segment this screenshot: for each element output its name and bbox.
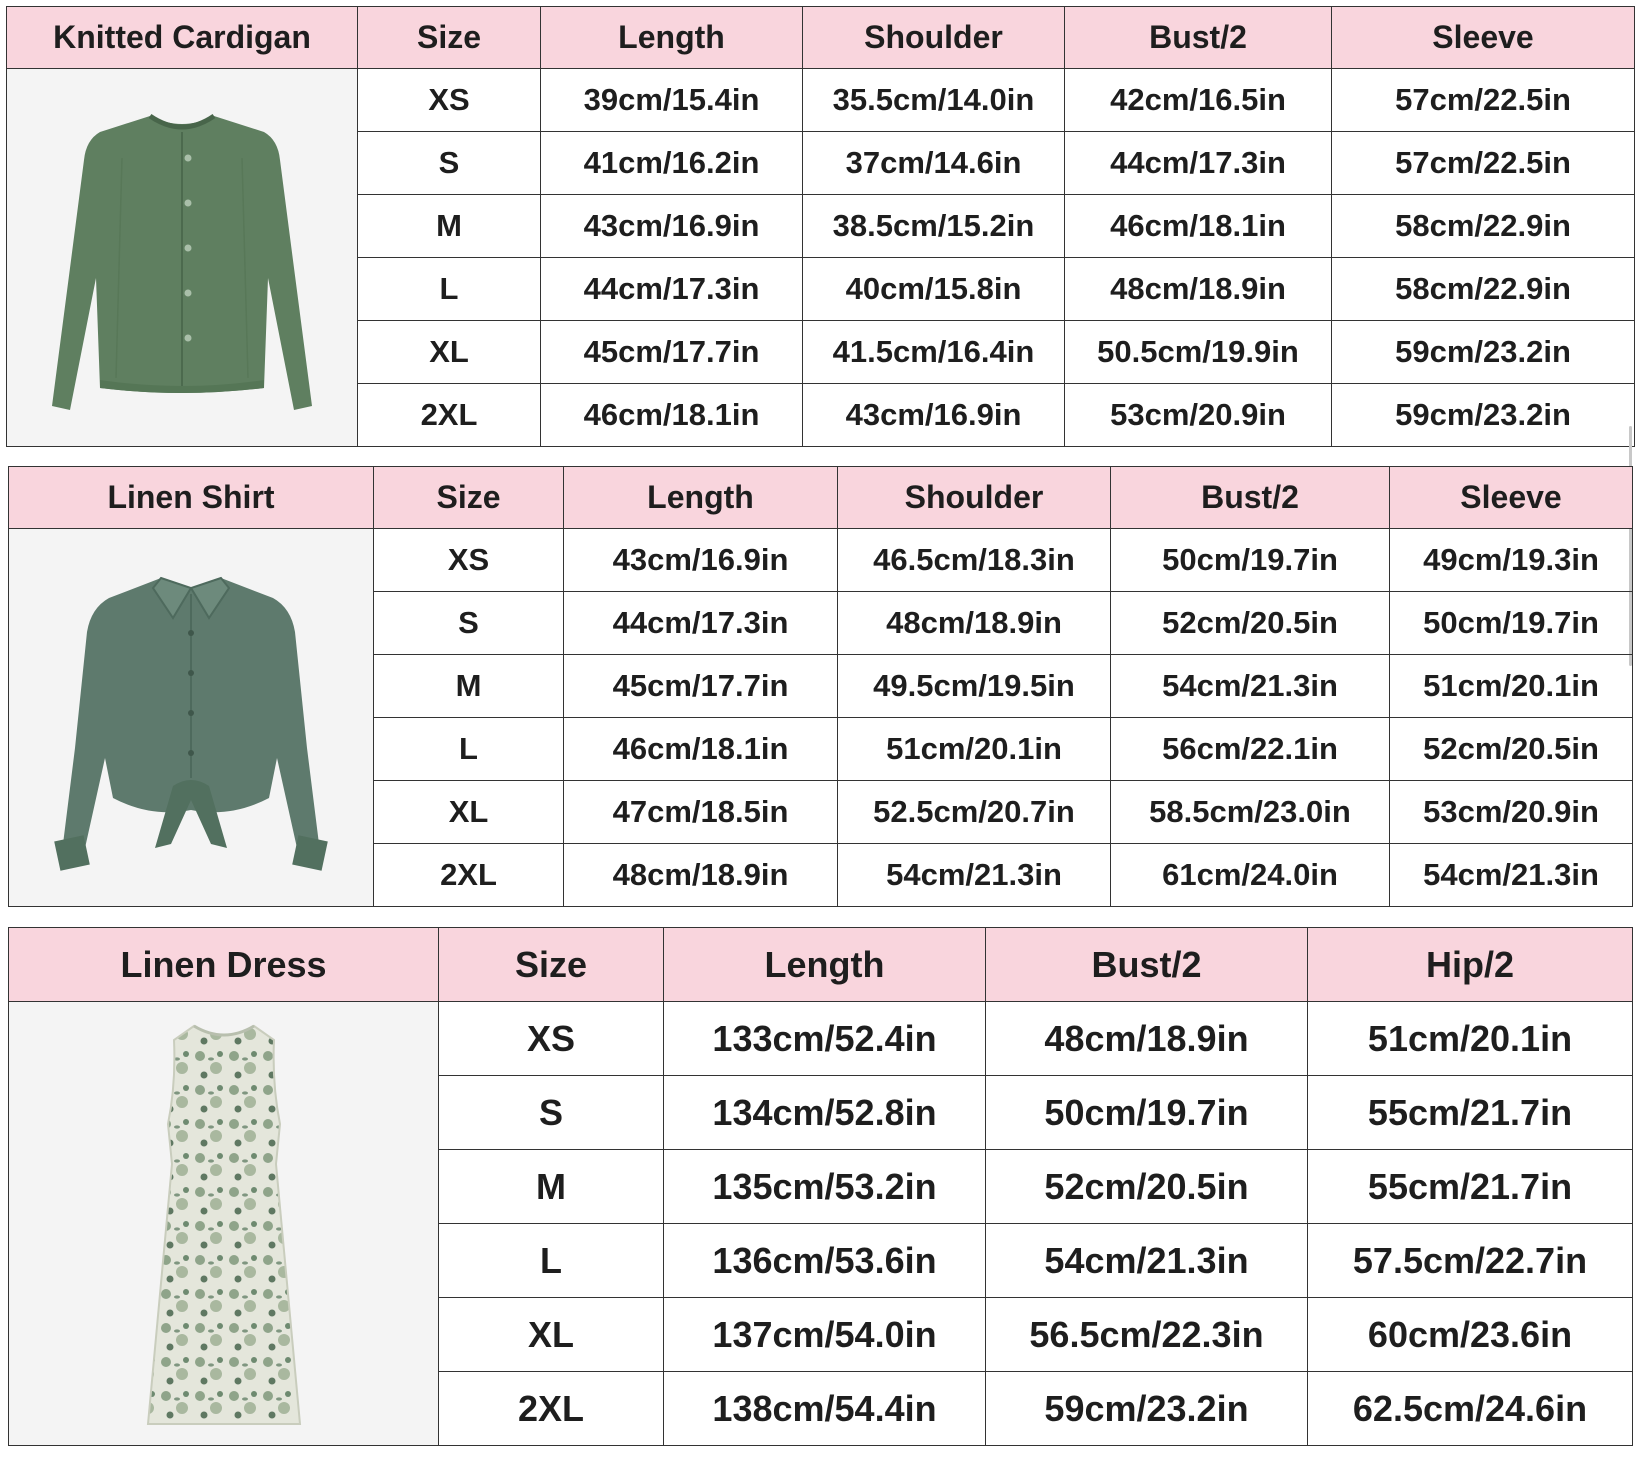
size-cell: S	[374, 592, 564, 655]
value-cell: 43cm/16.9in	[803, 384, 1065, 447]
value-cell: 57cm/22.5in	[1332, 132, 1635, 195]
value-cell: 48cm/18.9in	[564, 844, 838, 907]
value-cell: 54cm/21.3in	[986, 1224, 1308, 1298]
value-cell: 52.5cm/20.7in	[838, 781, 1111, 844]
value-cell: 59cm/23.2in	[986, 1372, 1308, 1446]
value-cell: 134cm/52.8in	[664, 1076, 986, 1150]
value-cell: 44cm/17.3in	[1065, 132, 1332, 195]
value-cell: 51cm/20.1in	[1390, 655, 1633, 718]
value-cell: 46cm/18.1in	[1065, 195, 1332, 258]
size-cell: XS	[374, 529, 564, 592]
value-cell: 37cm/14.6in	[803, 132, 1065, 195]
value-cell: 52cm/20.5in	[986, 1150, 1308, 1224]
size-cell: XL	[439, 1298, 664, 1372]
size-cell: S	[439, 1076, 664, 1150]
shirt-icon	[41, 548, 341, 888]
value-cell: 49.5cm/19.5in	[838, 655, 1111, 718]
value-cell: 45cm/17.7in	[541, 321, 803, 384]
value-cell: 41cm/16.2in	[541, 132, 803, 195]
value-cell: 58.5cm/23.0in	[1111, 781, 1390, 844]
value-cell: 57.5cm/22.7in	[1308, 1224, 1633, 1298]
value-cell: 62.5cm/24.6in	[1308, 1372, 1633, 1446]
value-cell: 59cm/23.2in	[1332, 384, 1635, 447]
size-cell: M	[358, 195, 541, 258]
value-cell: 48cm/18.9in	[838, 592, 1111, 655]
size-cell: XS	[358, 69, 541, 132]
size-cell: XL	[358, 321, 541, 384]
value-cell: 46.5cm/18.3in	[838, 529, 1111, 592]
value-cell: 49cm/19.3in	[1390, 529, 1633, 592]
value-cell: 53cm/20.9in	[1390, 781, 1633, 844]
value-cell: 45cm/17.7in	[564, 655, 838, 718]
value-cell: 41.5cm/16.4in	[803, 321, 1065, 384]
dress-size-table	[8, 927, 1633, 1446]
value-cell: 43cm/16.9in	[564, 529, 838, 592]
value-cell: 133cm/52.4in	[664, 1002, 986, 1076]
size-cell: 2XL	[358, 384, 541, 447]
value-cell: 136cm/53.6in	[664, 1224, 986, 1298]
value-cell: 58cm/22.9in	[1332, 258, 1635, 321]
table-header-row	[9, 928, 1633, 1002]
column-header: Size	[374, 467, 564, 529]
column-header: Size	[358, 7, 541, 69]
value-cell: 52cm/20.5in	[1111, 592, 1390, 655]
value-cell: 43cm/16.9in	[541, 195, 803, 258]
value-cell: 46cm/18.1in	[564, 718, 838, 781]
size-cell: S	[358, 132, 541, 195]
column-header: Size	[439, 928, 664, 1002]
size-cell: M	[374, 655, 564, 718]
value-cell: 38.5cm/15.2in	[803, 195, 1065, 258]
table-header-row	[7, 7, 1635, 69]
column-header: Length	[564, 467, 838, 529]
value-cell: 40cm/15.8in	[803, 258, 1065, 321]
column-header: Shoulder	[838, 467, 1111, 529]
value-cell: 138cm/54.4in	[664, 1372, 986, 1446]
value-cell: 50cm/19.7in	[1111, 529, 1390, 592]
column-header: Sleeve	[1332, 7, 1635, 69]
value-cell: 48cm/18.9in	[986, 1002, 1308, 1076]
value-cell: 56.5cm/22.3in	[986, 1298, 1308, 1372]
value-cell: 39cm/15.4in	[541, 69, 803, 132]
product-title: Knitted Cardigan	[7, 7, 358, 69]
value-cell: 52cm/20.5in	[1390, 718, 1633, 781]
value-cell: 137cm/54.0in	[664, 1298, 986, 1372]
column-header: Length	[541, 7, 803, 69]
value-cell: 51cm/20.1in	[838, 718, 1111, 781]
value-cell: 51cm/20.1in	[1308, 1002, 1633, 1076]
product-image-cell	[9, 1002, 439, 1446]
value-cell: 35.5cm/14.0in	[803, 69, 1065, 132]
column-header: Bust/2	[986, 928, 1308, 1002]
value-cell: 59cm/23.2in	[1332, 321, 1635, 384]
size-cell: L	[358, 258, 541, 321]
column-header: Hip/2	[1308, 928, 1633, 1002]
value-cell: 50cm/19.7in	[1390, 592, 1633, 655]
shirt-size-table	[8, 466, 1633, 907]
value-cell: 44cm/17.3in	[564, 592, 838, 655]
value-cell: 46cm/18.1in	[541, 384, 803, 447]
size-cell: M	[439, 1150, 664, 1224]
size-cell: 2XL	[439, 1372, 664, 1446]
value-cell: 48cm/18.9in	[1065, 258, 1332, 321]
value-cell: 58cm/22.9in	[1332, 195, 1635, 258]
size-cell: L	[439, 1224, 664, 1298]
value-cell: 50.5cm/19.9in	[1065, 321, 1332, 384]
column-header: Shoulder	[803, 7, 1065, 69]
value-cell: 47cm/18.5in	[564, 781, 838, 844]
table-header-row	[9, 467, 1633, 529]
value-cell: 56cm/22.1in	[1111, 718, 1390, 781]
value-cell: 54cm/21.3in	[1111, 655, 1390, 718]
size-cell: XS	[439, 1002, 664, 1076]
value-cell: 55cm/21.7in	[1308, 1076, 1633, 1150]
column-header: Sleeve	[1390, 467, 1633, 529]
value-cell: 54cm/21.3in	[838, 844, 1111, 907]
product-image-cell	[7, 69, 358, 447]
product-title: Linen Dress	[9, 928, 439, 1002]
column-header: Bust/2	[1111, 467, 1390, 529]
value-cell: 60cm/23.6in	[1308, 1298, 1633, 1372]
value-cell: 57cm/22.5in	[1332, 69, 1635, 132]
value-cell: 135cm/53.2in	[664, 1150, 986, 1224]
column-header: Bust/2	[1065, 7, 1332, 69]
value-cell: 44cm/17.3in	[541, 258, 803, 321]
table-row	[9, 529, 1633, 592]
size-cell: 2XL	[374, 844, 564, 907]
column-header: Length	[664, 928, 986, 1002]
dress-icon	[124, 1014, 324, 1434]
table-row	[9, 1002, 1633, 1076]
value-cell: 53cm/20.9in	[1065, 384, 1332, 447]
cardigan-icon	[32, 88, 332, 428]
cardigan-size-table	[6, 6, 1635, 447]
value-cell: 54cm/21.3in	[1390, 844, 1633, 907]
value-cell: 55cm/21.7in	[1308, 1150, 1633, 1224]
product-title: Linen Shirt	[9, 467, 374, 529]
table-row	[7, 69, 1635, 132]
size-cell: L	[374, 718, 564, 781]
value-cell: 50cm/19.7in	[986, 1076, 1308, 1150]
size-cell: XL	[374, 781, 564, 844]
value-cell: 42cm/16.5in	[1065, 69, 1332, 132]
product-image-cell	[9, 529, 374, 907]
value-cell: 61cm/24.0in	[1111, 844, 1390, 907]
